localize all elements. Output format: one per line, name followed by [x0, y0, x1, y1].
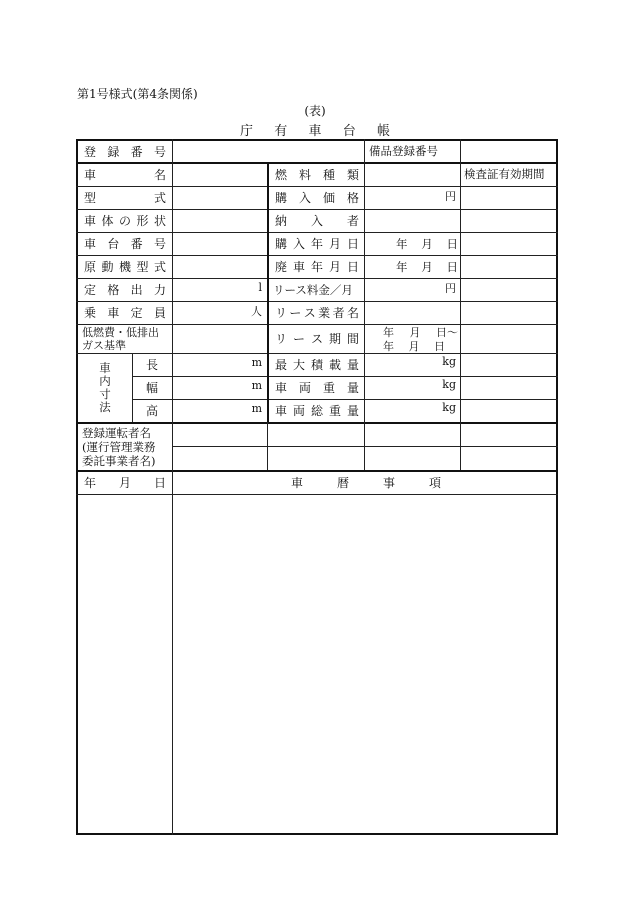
lease-fee-unit: 円: [445, 282, 456, 295]
purchase-date-label: 購 入 年 月 日: [275, 237, 359, 251]
supplier-label: 納 入 者: [275, 214, 359, 228]
gross-weight-unit: kg: [442, 401, 456, 414]
rated-output-label: 定 格 出 力: [84, 283, 166, 297]
history-header: 車 暦 事 項: [291, 476, 441, 490]
gross-weight-label: 車 両 総 重 量: [275, 404, 359, 418]
vehicle-weight-unit: kg: [442, 378, 456, 391]
title-char: 庁: [240, 124, 254, 139]
model-label: 型 式: [84, 191, 166, 205]
engine-model-label: 原 動 機 型 式: [84, 260, 166, 274]
body-shape-label: 車 体 の 形 状: [84, 214, 166, 228]
disposal-date-label: 廃 車 年 月 日: [275, 260, 359, 274]
title-char: 帳: [376, 124, 390, 139]
length-unit: m: [251, 356, 262, 369]
length-label: 長: [145, 358, 158, 372]
document-title: [0, 120, 630, 139]
side-mark: (表): [304, 104, 326, 118]
max-load-unit: kg: [442, 355, 456, 368]
height-unit: m: [251, 402, 262, 415]
title-char: 有: [274, 124, 288, 139]
registration-number-label: 登 録 番 号: [84, 144, 166, 159]
height-label: 高: [145, 404, 158, 418]
lease-fee-label: リース料金／月: [273, 282, 353, 297]
vehicle-weight-label: 車 両 重 量: [275, 381, 359, 395]
purchase-price-label: 購 入 価 格: [275, 191, 359, 205]
max-load-label: 最 大 積 載 量: [275, 358, 359, 372]
registered-driver-label: 登録運転者名 (運行管理業務 委託事業者名): [82, 425, 156, 468]
lease-company-label: リ ー ス 業 者 名: [275, 306, 359, 320]
lease-period-from: 年 月 日〜: [383, 325, 458, 339]
low-emission-standard-label: 低燃費・低排出 ガス基準: [82, 325, 159, 352]
output-unit: l: [258, 281, 262, 294]
fuel-type-label: 燃 料 種 類: [275, 167, 359, 182]
interior-dimensions-label: 車 内 寸 法: [99, 360, 111, 414]
chassis-number-label: 車 台 番 号: [84, 237, 166, 251]
disposal-date-fields: 年 月 日: [396, 259, 458, 274]
inspection-valid-period-label: 検査証有効期間: [464, 167, 545, 181]
lease-period-label: リ ー ス 期 間: [275, 332, 359, 346]
date-header: 年 月 日: [84, 476, 166, 490]
car-name-label: 車 名: [84, 167, 166, 182]
riding-capacity-label: 乗 車 定 員: [84, 306, 166, 320]
purchase-price-unit: 円: [445, 190, 456, 203]
persons-unit: 人: [251, 305, 262, 318]
form-number: 第1号様式(第4条関係): [77, 87, 198, 101]
width-unit: m: [251, 379, 262, 392]
width-label: 幅: [145, 381, 158, 395]
title-char: 車: [308, 124, 322, 139]
purchase-date-fields: 年 月 日: [396, 236, 458, 251]
lease-period-to: 年 月 日: [383, 339, 445, 353]
equipment-registration-number-label: 備品登録番号: [369, 144, 438, 158]
title-char: 台: [342, 124, 356, 139]
